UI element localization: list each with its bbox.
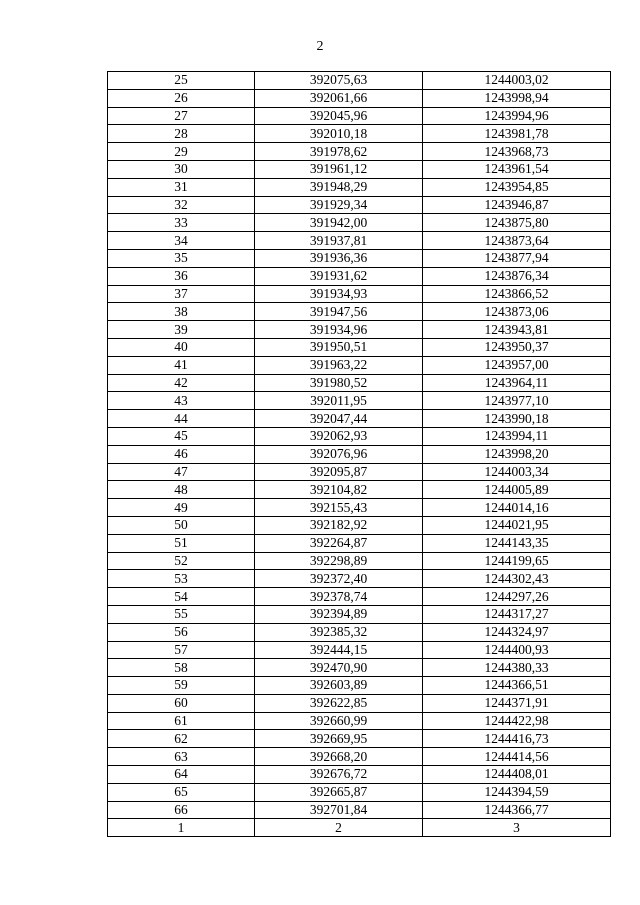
- x-coordinate-cell: 392660,99: [255, 712, 423, 730]
- x-coordinate-cell: 392701,84: [255, 801, 423, 819]
- point-number-cell: 54: [108, 588, 255, 606]
- point-number-cell: 65: [108, 783, 255, 801]
- x-coordinate-cell: 392010,18: [255, 125, 423, 143]
- point-number-cell: 37: [108, 285, 255, 303]
- x-coordinate-cell: 392076,96: [255, 445, 423, 463]
- x-coordinate-cell: 391936,36: [255, 249, 423, 267]
- y-coordinate-cell: 1243876,34: [423, 267, 611, 285]
- y-coordinate-cell: 1244371,91: [423, 694, 611, 712]
- point-number-cell: 51: [108, 534, 255, 552]
- x-coordinate-cell: 392045,96: [255, 107, 423, 125]
- point-number-cell: 60: [108, 694, 255, 712]
- x-coordinate-cell: 392104,82: [255, 481, 423, 499]
- table-row: [108, 801, 611, 819]
- column-number-row: [108, 819, 611, 837]
- table-row: [108, 178, 611, 196]
- table-row: [108, 730, 611, 748]
- table-row: [108, 694, 611, 712]
- x-coordinate-cell: 392264,87: [255, 534, 423, 552]
- table-row: [108, 143, 611, 161]
- table-row: [108, 410, 611, 428]
- table-row: [108, 783, 611, 801]
- y-coordinate-cell: 1244021,95: [423, 516, 611, 534]
- y-coordinate-cell: 1244005,89: [423, 481, 611, 499]
- y-coordinate-cell: 1243998,94: [423, 89, 611, 107]
- x-coordinate-cell: 391942,00: [255, 214, 423, 232]
- y-coordinate-cell: 1243994,96: [423, 107, 611, 125]
- table-row: [108, 499, 611, 517]
- table-row: [108, 659, 611, 677]
- y-coordinate-cell: 1243961,54: [423, 160, 611, 178]
- y-coordinate-cell: 1244297,26: [423, 588, 611, 606]
- x-coordinate-cell: 392372,40: [255, 570, 423, 588]
- x-coordinate-cell: 392047,44: [255, 410, 423, 428]
- table-row: [108, 712, 611, 730]
- point-number-cell: 44: [108, 410, 255, 428]
- table-row: [108, 89, 611, 107]
- y-coordinate-cell: 1244366,77: [423, 801, 611, 819]
- table-row: [108, 445, 611, 463]
- point-number-cell: 56: [108, 623, 255, 641]
- point-number-cell: 34: [108, 232, 255, 250]
- table-row: [108, 463, 611, 481]
- y-coordinate-cell: 1244394,59: [423, 783, 611, 801]
- table-row: [108, 516, 611, 534]
- y-coordinate-cell: 1244014,16: [423, 499, 611, 517]
- point-number-cell: 42: [108, 374, 255, 392]
- table-row: [108, 214, 611, 232]
- point-number-cell: 25: [108, 72, 255, 90]
- table-row: [108, 641, 611, 659]
- x-coordinate-cell: 392378,74: [255, 588, 423, 606]
- x-coordinate-cell: 391980,52: [255, 374, 423, 392]
- x-coordinate-cell: 392011,95: [255, 392, 423, 410]
- point-number-cell: 40: [108, 338, 255, 356]
- point-number-cell: 66: [108, 801, 255, 819]
- table-row: [108, 160, 611, 178]
- y-coordinate-cell: 1244317,27: [423, 605, 611, 623]
- y-coordinate-cell: 1243866,52: [423, 285, 611, 303]
- coordinates-table-body: [108, 72, 611, 819]
- table-row: [108, 72, 611, 90]
- point-number-cell: 57: [108, 641, 255, 659]
- y-coordinate-cell: 1244408,01: [423, 766, 611, 784]
- table-row: [108, 570, 611, 588]
- x-coordinate-cell: 391931,62: [255, 267, 423, 285]
- y-coordinate-cell: 1243950,37: [423, 338, 611, 356]
- y-coordinate-cell: 1243943,81: [423, 321, 611, 339]
- table-row: [108, 107, 611, 125]
- table-row: [108, 623, 611, 641]
- point-number-cell: 58: [108, 659, 255, 677]
- point-number-cell: 29: [108, 143, 255, 161]
- point-number-cell: 63: [108, 748, 255, 766]
- x-coordinate-cell: 392668,20: [255, 748, 423, 766]
- x-coordinate-cell: 391963,22: [255, 356, 423, 374]
- y-coordinate-cell: 1243981,78: [423, 125, 611, 143]
- x-coordinate-cell: 391948,29: [255, 178, 423, 196]
- x-coordinate-cell: 392075,63: [255, 72, 423, 90]
- y-coordinate-cell: 1243873,64: [423, 232, 611, 250]
- point-number-cell: 53: [108, 570, 255, 588]
- y-coordinate-cell: 1243875,80: [423, 214, 611, 232]
- column-number-cell: 2: [255, 819, 423, 837]
- y-coordinate-cell: 1244366,51: [423, 677, 611, 695]
- point-number-cell: 36: [108, 267, 255, 285]
- y-coordinate-cell: 1244400,93: [423, 641, 611, 659]
- point-number-cell: 46: [108, 445, 255, 463]
- table-row: [108, 552, 611, 570]
- table-row: [108, 356, 611, 374]
- y-coordinate-cell: 1243954,85: [423, 178, 611, 196]
- point-number-cell: 26: [108, 89, 255, 107]
- point-number-cell: 48: [108, 481, 255, 499]
- table-row: [108, 481, 611, 499]
- table-row: [108, 677, 611, 695]
- column-number-cell: 3: [423, 819, 611, 837]
- x-coordinate-cell: 391978,62: [255, 143, 423, 161]
- x-coordinate-cell: 392298,89: [255, 552, 423, 570]
- y-coordinate-cell: 1244324,97: [423, 623, 611, 641]
- table-row: [108, 125, 611, 143]
- point-number-cell: 43: [108, 392, 255, 410]
- point-number-cell: 39: [108, 321, 255, 339]
- point-number-cell: 35: [108, 249, 255, 267]
- table-row: [108, 285, 611, 303]
- point-number-cell: 38: [108, 303, 255, 321]
- point-number-cell: 64: [108, 766, 255, 784]
- x-coordinate-cell: 391950,51: [255, 338, 423, 356]
- x-coordinate-cell: 392062,93: [255, 427, 423, 445]
- point-number-cell: 61: [108, 712, 255, 730]
- table-row: [108, 303, 611, 321]
- point-number-cell: 30: [108, 160, 255, 178]
- x-coordinate-cell: 391929,34: [255, 196, 423, 214]
- x-coordinate-cell: 392155,43: [255, 499, 423, 517]
- table-row: [108, 534, 611, 552]
- y-coordinate-cell: 1243998,20: [423, 445, 611, 463]
- x-coordinate-cell: 392385,32: [255, 623, 423, 641]
- table-row: [108, 748, 611, 766]
- table-row: [108, 249, 611, 267]
- y-coordinate-cell: 1243964,11: [423, 374, 611, 392]
- x-coordinate-cell: 392061,66: [255, 89, 423, 107]
- table-row: [108, 321, 611, 339]
- x-coordinate-cell: 392676,72: [255, 766, 423, 784]
- x-coordinate-cell: 392603,89: [255, 677, 423, 695]
- point-number-cell: 33: [108, 214, 255, 232]
- x-coordinate-cell: 391937,81: [255, 232, 423, 250]
- point-number-cell: 47: [108, 463, 255, 481]
- y-coordinate-cell: 1243946,87: [423, 196, 611, 214]
- x-coordinate-cell: 392444,15: [255, 641, 423, 659]
- page-number: 2: [316, 39, 324, 54]
- y-coordinate-cell: 1243968,73: [423, 143, 611, 161]
- point-number-cell: 32: [108, 196, 255, 214]
- x-coordinate-cell: 392665,87: [255, 783, 423, 801]
- y-coordinate-cell: 1243990,18: [423, 410, 611, 428]
- point-number-cell: 50: [108, 516, 255, 534]
- x-coordinate-cell: 392095,87: [255, 463, 423, 481]
- table-row: [108, 338, 611, 356]
- table-row: [108, 766, 611, 784]
- y-coordinate-cell: 1244416,73: [423, 730, 611, 748]
- point-number-cell: 27: [108, 107, 255, 125]
- y-coordinate-cell: 1243957,00: [423, 356, 611, 374]
- x-coordinate-cell: 391934,96: [255, 321, 423, 339]
- x-coordinate-cell: 391947,56: [255, 303, 423, 321]
- column-number-cell: 1: [108, 819, 255, 837]
- point-number-cell: 49: [108, 499, 255, 517]
- point-number-cell: 41: [108, 356, 255, 374]
- y-coordinate-cell: 1243994,11: [423, 427, 611, 445]
- point-number-cell: 62: [108, 730, 255, 748]
- table-row: [108, 588, 611, 606]
- point-number-cell: 55: [108, 605, 255, 623]
- x-coordinate-cell: 391961,12: [255, 160, 423, 178]
- x-coordinate-cell: 391934,93: [255, 285, 423, 303]
- table-row: [108, 196, 611, 214]
- table-row: [108, 392, 611, 410]
- x-coordinate-cell: 392622,85: [255, 694, 423, 712]
- x-coordinate-cell: 392394,89: [255, 605, 423, 623]
- coordinates-table: [107, 71, 611, 837]
- table-row: [108, 232, 611, 250]
- y-coordinate-cell: 1244414,56: [423, 748, 611, 766]
- y-coordinate-cell: 1244143,35: [423, 534, 611, 552]
- point-number-cell: 59: [108, 677, 255, 695]
- y-coordinate-cell: 1244003,34: [423, 463, 611, 481]
- table-row: [108, 427, 611, 445]
- table-row: [108, 374, 611, 392]
- point-number-cell: 28: [108, 125, 255, 143]
- point-number-cell: 45: [108, 427, 255, 445]
- y-coordinate-cell: 1243877,94: [423, 249, 611, 267]
- y-coordinate-cell: 1244380,33: [423, 659, 611, 677]
- y-coordinate-cell: 1243873,06: [423, 303, 611, 321]
- table-row: [108, 605, 611, 623]
- point-number-cell: 52: [108, 552, 255, 570]
- y-coordinate-cell: 1244302,43: [423, 570, 611, 588]
- x-coordinate-cell: 392470,90: [255, 659, 423, 677]
- point-number-cell: 31: [108, 178, 255, 196]
- table-row: [108, 267, 611, 285]
- x-coordinate-cell: 392669,95: [255, 730, 423, 748]
- y-coordinate-cell: 1244422,98: [423, 712, 611, 730]
- y-coordinate-cell: 1244199,65: [423, 552, 611, 570]
- y-coordinate-cell: 1244003,02: [423, 72, 611, 90]
- y-coordinate-cell: 1243977,10: [423, 392, 611, 410]
- x-coordinate-cell: 392182,92: [255, 516, 423, 534]
